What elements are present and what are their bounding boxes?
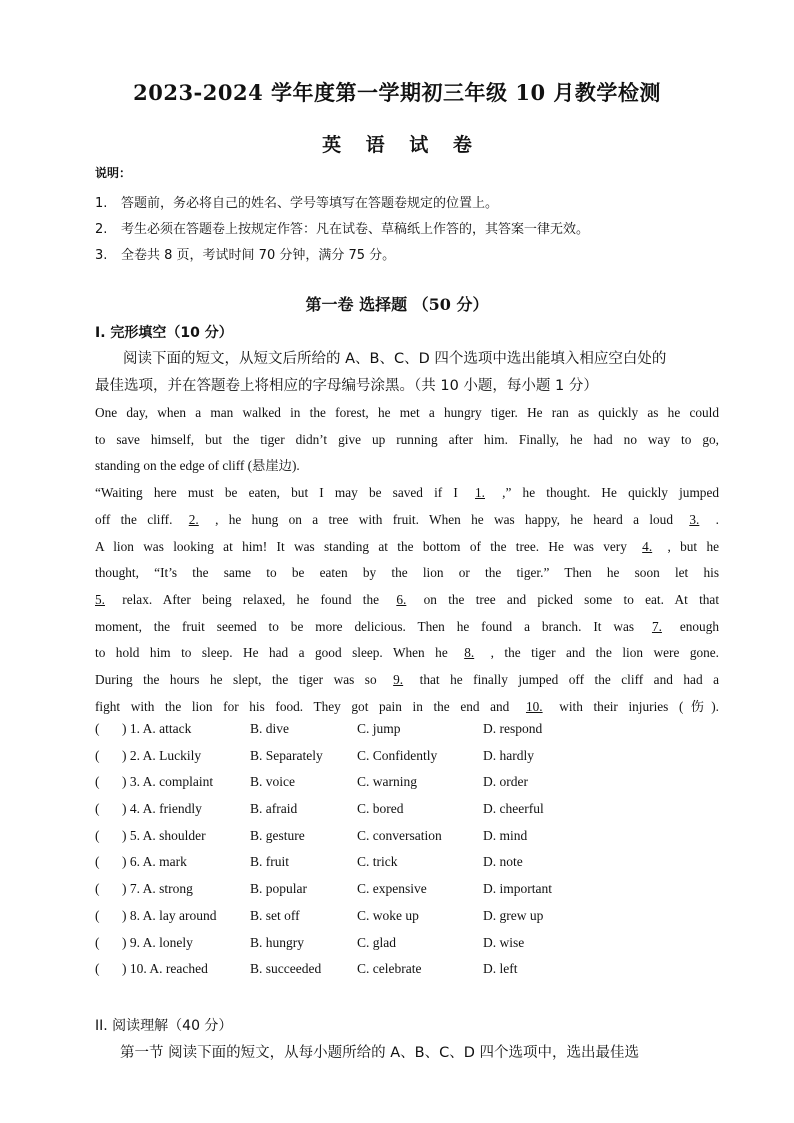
note-item: 2. 考生必须在答题卷上按规定作答：凡在试卷、草稿纸上作答的，其答案一律无效。 xyxy=(95,222,590,237)
passage-line: moment, the fruit seemed to be more delicious. Then he found a branch. It was 7. enough xyxy=(95,618,720,634)
blank-4: 4. xyxy=(642,538,653,554)
option-row: ( ) 1. A. attack B. dive C. jump D. respond xyxy=(95,721,543,736)
option-row: ( ) 3. A. complaint B. voice C. warning D. order xyxy=(95,774,528,790)
instruction-line: 最佳选项，并在答题卷上将相应的字母编号涂黑。（共 10 小题，每小题 1 分） xyxy=(95,378,598,394)
option-row: ( ) 8. A. lay around B. set off C. woke up D. grew up xyxy=(95,907,544,923)
passage-line: off the cliff. 2. , he hung on a tree with fruit. When he was happy, he heard a loud 3. . xyxy=(95,511,719,527)
passage-line: During the hours he slept, the tiger was so 9. that he finally jumped off the cliff and had a xyxy=(95,672,719,688)
option-row: ( ) 7. A. strong B. popular C. expensive D. important xyxy=(95,881,552,897)
option-row: ( ) 5. A. shoulder B. gesture C. conversation D. mind xyxy=(95,827,528,843)
cloze-passage xyxy=(95,400,719,720)
blank-10: 10. xyxy=(525,698,543,714)
instruction-line: 阅读下面的短文，从短文后所给的 A、B、C、D 四个选项中选出能填入相应空白处的 xyxy=(123,351,667,367)
passage-line: One day, when a man walked in the forest, he met a hungry tiger. He ran as quickly as he could xyxy=(95,405,719,420)
passage-line: 5. relax. After being relaxed, he found the 6. on the tree and picked some to eat. At that xyxy=(95,591,720,607)
passage-line: to hold him to sleep. He had a good sleep. When he 8. , the tiger and the lion were gone. xyxy=(95,645,719,661)
blank-2: 2. xyxy=(188,511,199,527)
blank-6: 6. xyxy=(396,591,407,607)
option-row: ( ) 6. A. mark B. fruit C. trick D. note xyxy=(95,854,523,870)
section-title: 第一卷 选择题 （50 分） xyxy=(305,295,489,314)
blank-5: 5. xyxy=(95,591,105,607)
reading-intro: 第一节 阅读下面的短文，从每小题所给的 A、B、C、D 四个选项中，选出最佳选 xyxy=(120,1045,639,1061)
option-row: ( ) 4. A. friendly B. afraid C. bored D. cheerful xyxy=(95,801,544,817)
option-row: ( ) 9. A. lonely B. hungry C. glad D. wise xyxy=(95,934,525,950)
passage-line: thought, “It’s the same to be eaten by the lion or the tiger.” Then he soon let his xyxy=(95,565,719,581)
part-title-cloze: I. 完形填空（10 分） xyxy=(95,325,233,341)
blank-1: 1. xyxy=(475,485,485,501)
passage-line: standing on the edge of cliff (悬崖边). xyxy=(95,458,300,474)
passage-line: A lion was looking at him! It was standing at the bottom of the tree. He was very 4. , but he xyxy=(95,538,719,554)
note-item: 3. 全卷共 8 页，考试时间 70 分钟，满分 75 分。 xyxy=(95,248,396,263)
exam-subtitle: 英 语 试 卷 xyxy=(322,134,472,156)
blank-8: 8. xyxy=(464,645,475,661)
blank-9: 9. xyxy=(393,672,404,688)
notes-heading: 说明： xyxy=(95,166,132,180)
blank-3: 3. xyxy=(689,511,700,527)
note-item: 1. 答题前，务必将自己的姓名、学号等填写在答题卷规定的位置上。 xyxy=(95,196,499,211)
passage-line: fight with the lion for his food. They got pain in the end and 10. with their injuries (伤). xyxy=(95,698,720,714)
passage-line: “Waiting here must be eaten, but I may be saved if I 1. ,” he thought. He quickly jumped xyxy=(95,485,719,501)
passage-line: to save himself, but the tiger didn’t give up running after him. Finally, he had no way to go, xyxy=(95,431,719,447)
cloze-options xyxy=(95,721,735,988)
part-title-reading: II. 阅读理解（40 分） xyxy=(95,1018,233,1034)
option-row: ( ) 2. A. Luckily B. Separately C. Confidently D. hardly xyxy=(95,747,534,763)
option-row: ( ) 10. A. reached B. succeeded C. celebrate D. left xyxy=(95,961,518,977)
exam-title: 2023-2024 学年度第一学期初三年级 10 月教学检测 xyxy=(133,80,661,105)
blank-7: 7. xyxy=(651,618,662,634)
